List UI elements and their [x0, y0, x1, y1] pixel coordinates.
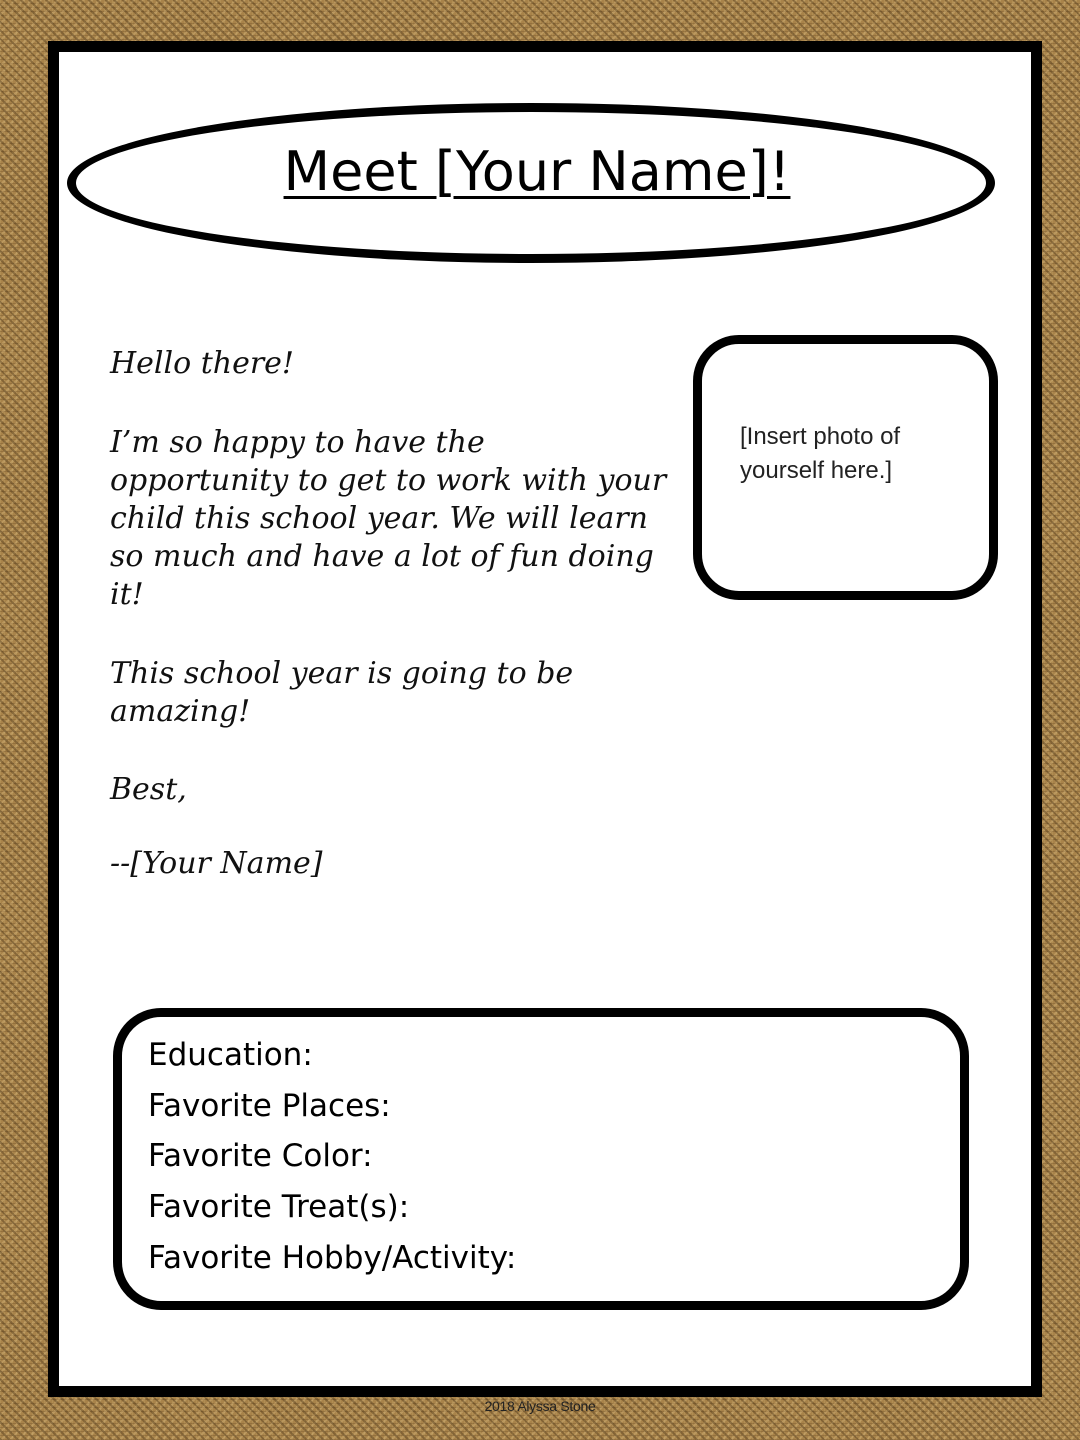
info-favorite-hobby: Favorite Hobby/Activity:	[148, 1240, 517, 1276]
info-favorite-treats: Favorite Treat(s):	[148, 1189, 410, 1225]
letter-closing: Best,	[110, 772, 187, 807]
copyright-footer: 2018 Alyssa Stone	[484, 1398, 596, 1414]
letter-paragraph-1: I’m so happy to have the opportunity to get to work with your child this school year. We will learn so much and have a lot of fun doing it!	[110, 425, 667, 612]
photo-placeholder-text: [Insert photo of yourself here.]	[740, 423, 901, 484]
page-title: Meet [Your Name]!	[283, 140, 791, 203]
letter-greeting: Hello there!	[110, 346, 294, 381]
info-favorite-places: Favorite Places:	[148, 1088, 391, 1124]
info-favorite-color: Favorite Color:	[148, 1138, 373, 1174]
info-education: Education:	[148, 1037, 313, 1073]
letter-signature: --[Your Name]	[110, 846, 323, 881]
letter-paragraph-2: This school year is going to be amazing!	[110, 656, 574, 729]
